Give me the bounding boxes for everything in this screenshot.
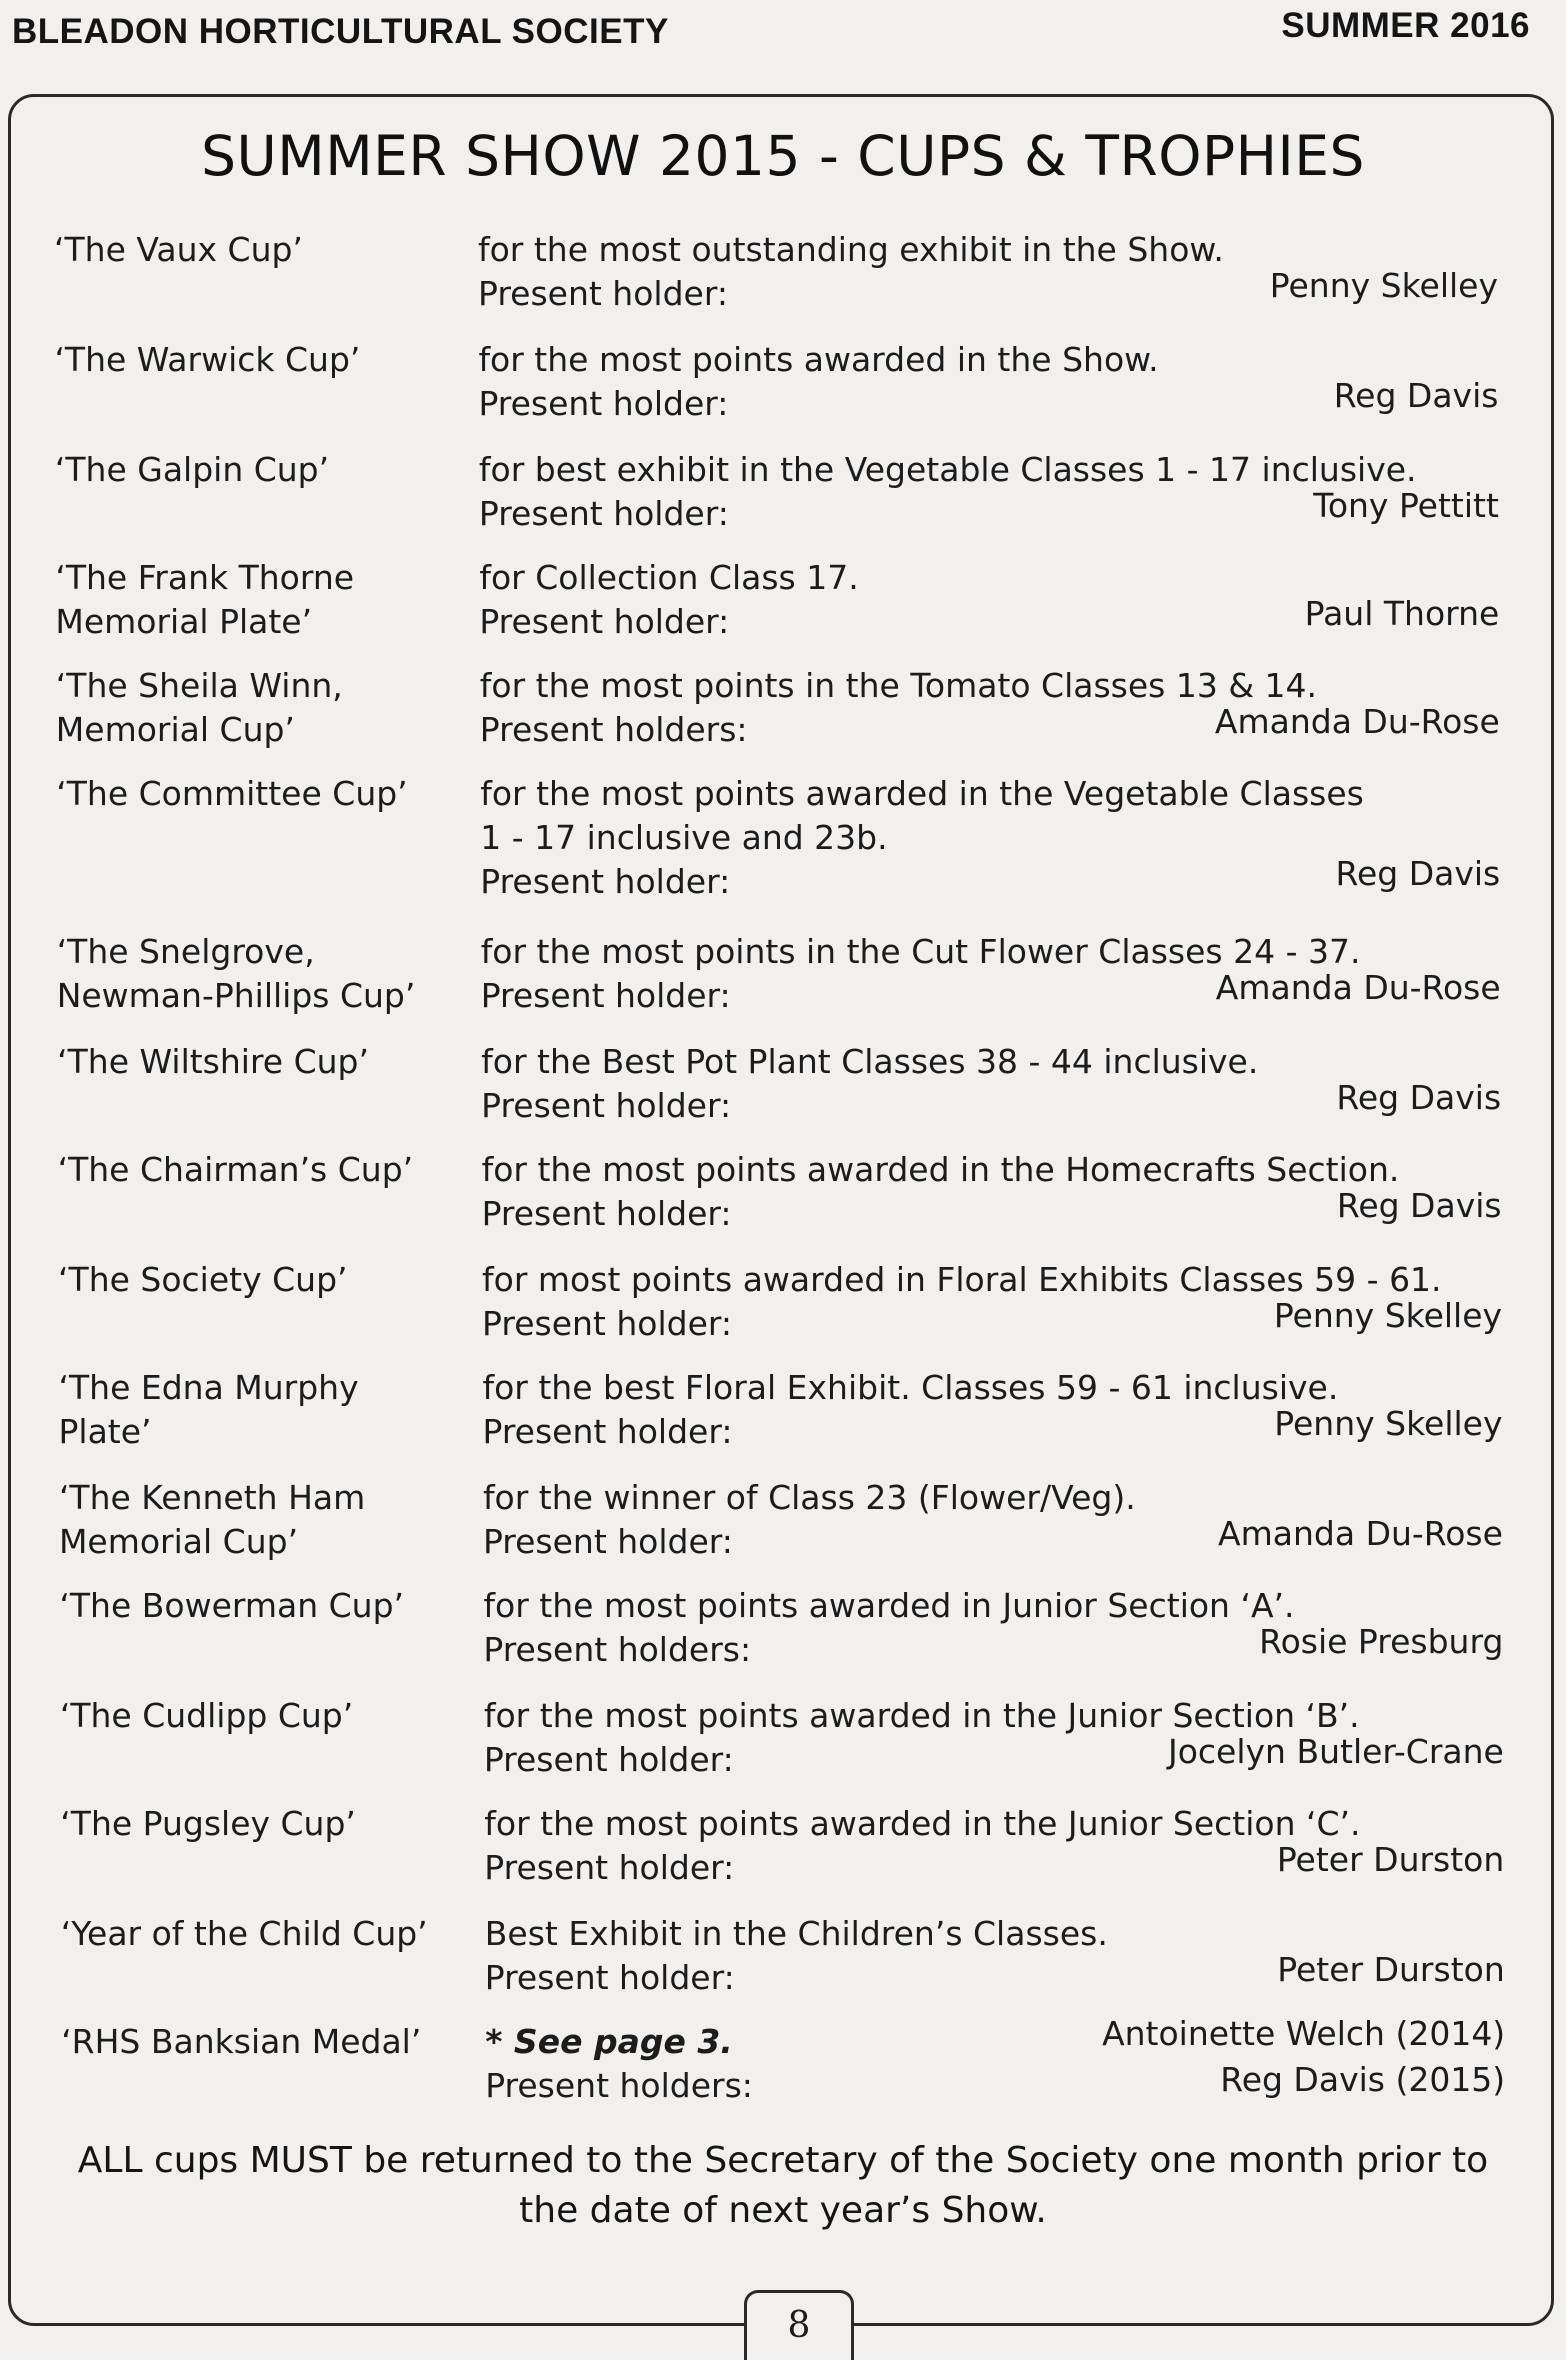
holder-label: Present holder: xyxy=(482,1412,733,1451)
page-number: 8 xyxy=(744,2290,854,2360)
holder-name: Reg Davis xyxy=(1336,1078,1502,1117)
trophy-description: Best Exhibit in the Children’s Classes. xyxy=(484,1914,1108,1953)
trophy-description: for the most points in the Tomato Classes 13 & 14. xyxy=(479,666,1318,705)
trophy-details xyxy=(481,1040,1501,1128)
holder-label: Present holder: xyxy=(483,1740,734,1779)
trophy-details xyxy=(484,1694,1504,1782)
holder-label: Present holder: xyxy=(481,1086,732,1125)
holder-name: Penny Skelley xyxy=(1269,266,1498,305)
trophy-name: ‘The Snelgrove, Newman-Phillips Cup’ xyxy=(56,932,416,1015)
trophy-details xyxy=(478,228,1498,316)
holder-line xyxy=(479,702,1500,752)
trophy-description: for the Best Pot Plant Classes 38 - 44 inclusive. xyxy=(481,1042,1259,1081)
holder-label: Present holder: xyxy=(481,1194,732,1233)
trophy-details xyxy=(482,1148,1502,1236)
trophy-description: for the most points awarded in the Junior Section ‘B’. xyxy=(483,1696,1360,1735)
trophy-description: 1 - 17 inclusive and 23b. xyxy=(480,818,888,857)
trophy-name: ‘The Chairman’s Cup’ xyxy=(57,1150,414,1189)
holder-name: Peter Durston xyxy=(1276,1840,1505,1879)
trophy-name: ‘The Warwick Cup’ xyxy=(54,340,361,379)
holder-line xyxy=(478,266,1498,316)
holder-name: Reg Davis xyxy=(1333,376,1499,415)
holder-label: Present holder: xyxy=(478,494,729,533)
header-society-name: BLEADON HORTICULTURAL SOCIETY xyxy=(12,12,669,51)
holder-label: Present holders: xyxy=(485,2066,753,2105)
holder-label: Present holder: xyxy=(478,274,728,313)
holder-label: Present holder: xyxy=(480,862,731,901)
trophy-details xyxy=(478,338,1498,426)
holder-name: Amanda Du-Rose xyxy=(1215,968,1501,1007)
trophy-description: for the winner of Class 23 (Flower/Veg). xyxy=(482,1478,1136,1517)
return-notice: ALL cups MUST be returned to the Secretary of the Society one month prior to the date of next year’s Show. xyxy=(77,2140,1489,2231)
trophy-details xyxy=(480,664,1500,752)
holder-name: Reg Davis (2015) xyxy=(1220,2060,1506,2099)
trophy-name: ‘The Kenneth Ham Memorial Cup’ xyxy=(58,1478,366,1561)
holder-name: Peter Durston xyxy=(1277,1950,1505,1989)
header-issue: SUMMER 2016 xyxy=(1281,6,1530,45)
trophy-name: ‘The Pugsley Cup’ xyxy=(60,1804,356,1843)
trophy-name: ‘The Committee Cup’ xyxy=(56,774,408,813)
holder-line xyxy=(484,1840,1505,1890)
trophy-name: ‘The Edna Murphy Plate’ xyxy=(58,1368,359,1451)
trophy-description: for the most points awarded in the Homecrafts Section. xyxy=(481,1150,1400,1189)
holder-label: Present holder: xyxy=(482,1304,732,1343)
trophy-name: ‘The Society Cup’ xyxy=(58,1260,348,1299)
trophy-name: ‘The Bowerman Cup’ xyxy=(59,1586,405,1625)
trophy-name: ‘The Cudlipp Cup’ xyxy=(59,1696,354,1735)
holder-name: Penny Skelley xyxy=(1274,1404,1503,1443)
trophy-name: ‘RHS Banksian Medal’ xyxy=(61,2022,422,2061)
trophy-details xyxy=(481,930,1501,1018)
holder-line xyxy=(478,376,1499,426)
trophy-description: for the most points awarded in the Show. xyxy=(478,340,1159,379)
trophy-description: for most points awarded in Floral Exhibits Classes 59 - 61. xyxy=(482,1260,1442,1299)
holder-name: Antoinette Welch (2014) xyxy=(1102,2014,1506,2053)
holder-name: Penny Skelley xyxy=(1273,1296,1503,1335)
holder-line xyxy=(480,854,1501,904)
page-title: SUMMER SHOW 2015 - CUPS & TROPHIES xyxy=(201,124,1365,188)
holder-name: Tony Pettitt xyxy=(1313,486,1499,525)
trophy-details xyxy=(484,1802,1504,1890)
holder-name: Paul Thorne xyxy=(1304,594,1500,633)
trophy-description: * See page 3. xyxy=(485,2022,733,2061)
holder-line xyxy=(483,1732,1504,1782)
holder-name: Reg Davis xyxy=(1335,854,1501,893)
holder-label: Present holder: xyxy=(479,602,730,641)
trophy-description: for the most points awarded in the Junior Section ‘C’. xyxy=(484,1804,1361,1843)
trophy-details xyxy=(483,1584,1503,1672)
trophy-details xyxy=(483,1366,1503,1454)
trophy-name: ‘The Wiltshire Cup’ xyxy=(57,1042,369,1081)
holder-label: Present holder: xyxy=(478,384,729,423)
trophy-description: for the most points awarded in the Vegetable Classes xyxy=(480,774,1364,813)
holder-line xyxy=(482,1514,1503,1564)
holder-line xyxy=(481,1078,1502,1128)
trophy-details xyxy=(482,1258,1502,1346)
trophy-name: ‘Year of the Child Cup’ xyxy=(60,1914,428,1953)
holder-label: Present holders: xyxy=(479,710,748,749)
trophy-description: for the most points in the Cut Flower Classes 24 - 37. xyxy=(480,932,1361,971)
holder-name: Jocelyn Butler-Crane xyxy=(1167,1732,1504,1771)
holder-label: Present holder: xyxy=(482,1522,733,1561)
holder-name: Amanda Du-Rose xyxy=(1218,1514,1503,1553)
trophy-description: for the most outstanding exhibit in the Show. xyxy=(478,230,1224,269)
trophy-details xyxy=(479,448,1499,536)
trophy-description: for the best Floral Exhibit. Classes 59 - 61 inclusive. xyxy=(482,1368,1339,1407)
holder-line xyxy=(479,594,1500,644)
holder-label: Present holder: xyxy=(480,976,731,1015)
trophy-details xyxy=(480,772,1500,904)
trophy-details xyxy=(485,1912,1505,2000)
holder-line xyxy=(481,1186,1502,1236)
holder-line xyxy=(480,968,1501,1018)
holder-line xyxy=(482,1404,1503,1454)
holder-name: Rosie Presburg xyxy=(1259,1622,1504,1661)
holder-name: Reg Davis xyxy=(1336,1186,1502,1225)
trophy-details xyxy=(485,2014,1506,2108)
holder-line xyxy=(483,1622,1504,1672)
trophy-name: ‘The Frank Thorne Memorial Plate’ xyxy=(55,558,355,641)
holder-label: Present holder: xyxy=(484,1958,735,1997)
trophy-details xyxy=(483,1476,1503,1564)
holder-line xyxy=(478,486,1499,536)
trophy-description: for the most points awarded in Junior Section ‘A’. xyxy=(483,1586,1295,1625)
trophy-details xyxy=(479,556,1499,644)
holder-line xyxy=(484,1950,1505,2000)
trophy-name: ‘The Galpin Cup’ xyxy=(54,450,330,489)
holder-line xyxy=(482,1296,1503,1346)
trophy-description: for best exhibit in the Vegetable Classes 1 - 17 inclusive. xyxy=(478,450,1417,489)
trophy-description: for Collection Class 17. xyxy=(479,558,859,597)
holder-label: Present holder: xyxy=(484,1848,735,1887)
holder-name: Amanda Du-Rose xyxy=(1214,702,1500,741)
trophy-name: ‘The Sheila Winn, Memorial Cup’ xyxy=(55,666,343,749)
trophy-name: ‘The Vaux Cup’ xyxy=(54,230,303,269)
holder-label: Present holders: xyxy=(483,1630,752,1669)
